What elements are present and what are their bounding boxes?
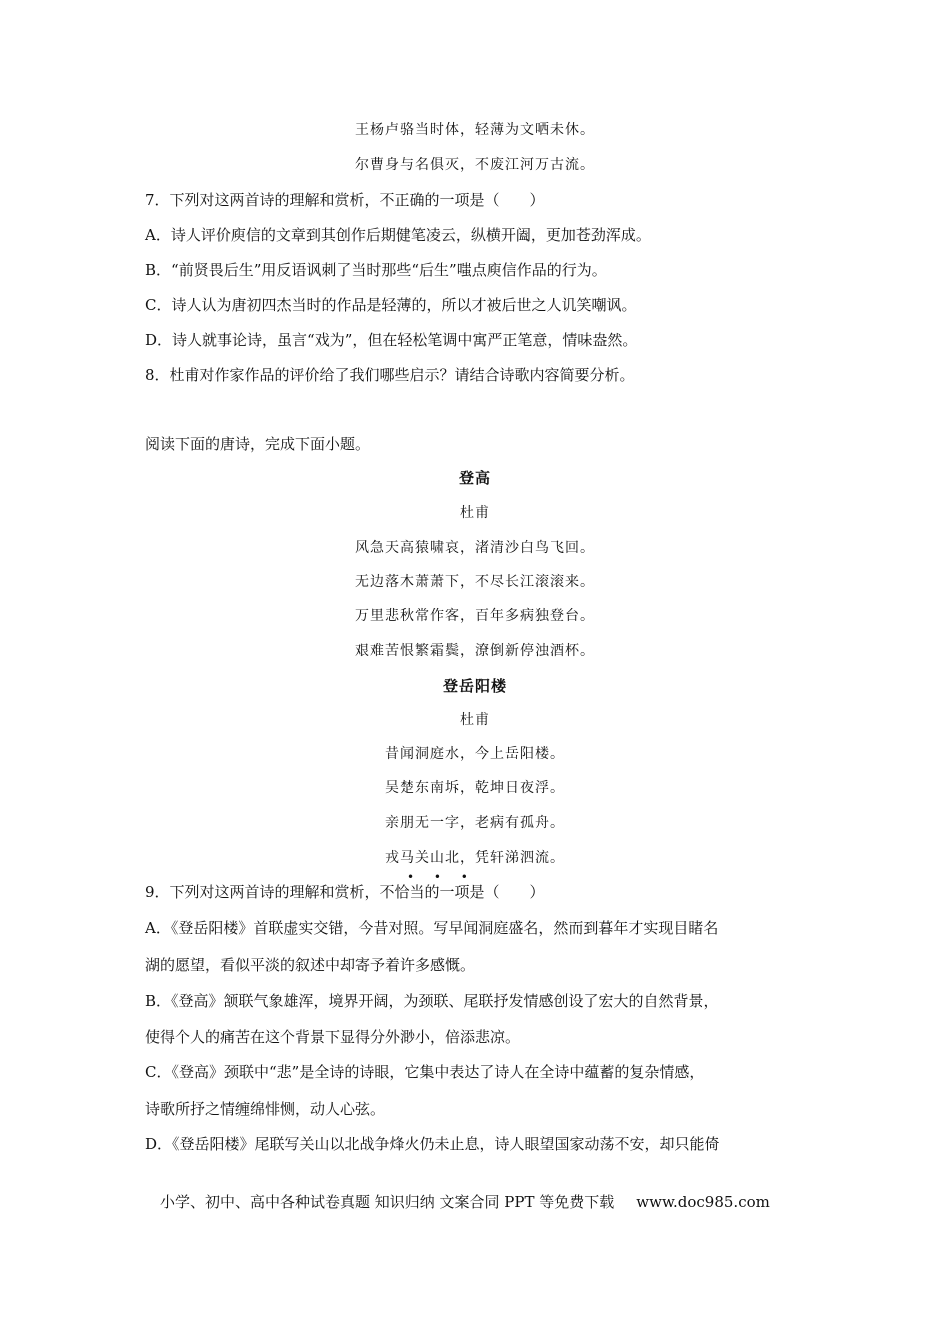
- poem-line: 亲朋无一字，老病有孤舟。: [385, 815, 565, 831]
- question-8: 8．杜甫对作家作品的评价给了我们哪些启示？请结合诗歌内容简要分析。: [145, 366, 635, 384]
- poem-line: 万里悲秋常作客，百年多病独登台。: [355, 608, 595, 624]
- q9-option-c-cont: 诗歌所抒之情缠绵悱恻，动人心弦。: [145, 1100, 386, 1118]
- page-footer: [160, 1192, 770, 1212]
- q7-option-c: C．诗人认为唐初四杰当时的作品是轻薄的，所以才被后世之人讥笑嘲讽。: [145, 296, 637, 314]
- question-9-stem: 9．下列对这两首诗的理解和赏析，不恰当的一项是（ ）: [145, 883, 545, 901]
- q9-option-a: A．《登岳阳楼》首联虚实交错，今昔对照。写早闻洞庭盛名，然而到暮年才实现目睹名: [145, 919, 719, 937]
- reading-instruction: 阅读下面的唐诗，完成下面小题。: [145, 435, 371, 453]
- poem-line: 尔曹身与名俱灭，不废江河万古流。: [355, 157, 595, 173]
- q9-option-d: D．《登岳阳楼》尾联写关山以北战争烽火仍未止息，诗人眼望国家动荡不安，却只能倚: [145, 1135, 720, 1153]
- poem-line: 吴楚东南坼，乾坤日夜浮。: [385, 780, 565, 796]
- poem-title-denggao: 登高: [458, 469, 491, 487]
- q7-option-b: B．“前贤畏后生”用反语讽刺了当时那些“后生”嗤点庾信作品的行为。: [145, 261, 607, 279]
- q9-option-a-cont: 湖的愿望，看似平淡的叙述中却寄予着许多感慨。: [145, 956, 476, 974]
- poem-line: 艰难苦恨繁霜鬓，潦倒新停浊酒杯。: [355, 643, 595, 659]
- q9-option-b: B．《登高》颔联气象雄浑，境界开阔，为颈联、尾联抒发情感创设了宏大的自然背景，: [145, 992, 719, 1010]
- question-7-stem: 7．下列对这两首诗的理解和赏析，不正确的一项是（ ）: [145, 191, 545, 209]
- emphasis-dots: • • •: [407, 870, 476, 884]
- poem-line: 无边落木萧萧下，不尽长江滚滚来。: [355, 574, 595, 590]
- poem-line: 风急天高猿啸哀，渚清沙白鸟飞回。: [355, 540, 595, 556]
- poem-line: 戎马关山北，凭轩涕泗流。: [385, 850, 565, 866]
- poem-author: 杜甫: [460, 712, 490, 728]
- q9-option-b-cont: 使得个人的痛苦在这个背景下显得分外渺小，倍添悲凉。: [145, 1028, 521, 1046]
- q7-option-d: D．诗人就事论诗，虽言“戏为”，但在轻松笔调中寓严正笔意，情味盎然。: [145, 331, 638, 349]
- q7-option-a: A．诗人评价庾信的文章到其创作后期健笔凌云，纵横开阖，更加苍劲浑成。: [145, 226, 651, 244]
- q9-option-c: C．《登高》颈联中“悲”是全诗的诗眼，它集中表达了诗人在全诗中蕴蓄的复杂情感，: [145, 1063, 705, 1081]
- footer-text: 小学、初中、高中各种试卷真题 知识归纳 文案合同 PPT 等免费下载: [160, 1193, 615, 1211]
- poem-line: 昔闻洞庭水，今上岳阳楼。: [385, 746, 565, 762]
- poem-author: 杜甫: [460, 505, 490, 521]
- poem-line: 王杨卢骆当时体，轻薄为文哂未休。: [355, 122, 595, 138]
- footer-url[interactable]: www.doc985.com: [636, 1193, 770, 1211]
- poem-title-dengyueyanglou: 登岳阳楼: [442, 677, 507, 695]
